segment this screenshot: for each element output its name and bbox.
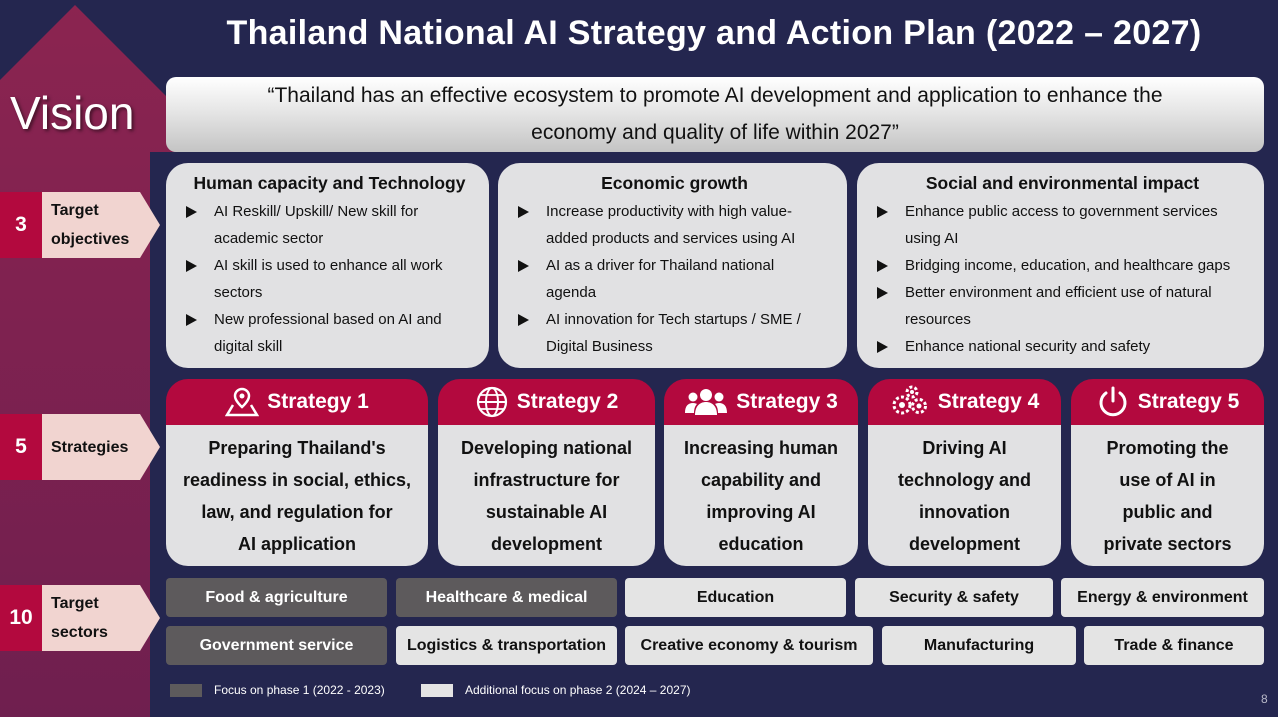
strategy-title: Strategy 5: [1137, 390, 1240, 413]
strategy-card-1: [166, 379, 428, 566]
legend-swatch-phase2: [421, 684, 453, 697]
objective-title: Economic growth: [601, 173, 748, 193]
strategy-line: Preparing Thailand's: [208, 437, 386, 458]
strategy-line: Promoting the: [1106, 437, 1229, 458]
strategy-description: [1071, 425, 1264, 566]
strategy-line: development: [908, 533, 1021, 554]
strategy-card-4: [868, 379, 1061, 566]
vision-line-1: “Thailand has an effective ecosystem to promote AI development and application to enhance the: [267, 84, 1163, 107]
strategy-line: education: [718, 533, 804, 554]
sector-government-service: Government service: [166, 626, 387, 665]
side-label-arrow: [140, 585, 160, 651]
objective-title: Human capacity and Technology: [193, 173, 466, 193]
globe-icon: [475, 385, 509, 419]
sector-food-agriculture: Food & agriculture: [166, 578, 387, 617]
strategy-line: Developing national: [460, 437, 633, 458]
strategy-card-2: [438, 379, 655, 566]
strategy-line: technology and: [897, 469, 1031, 490]
strategy-header: [664, 379, 858, 425]
objective-title: Social and environmental impact: [925, 173, 1200, 193]
objective-item: AI innovation for Tech startups / SME / Digital Business: [516, 306, 833, 360]
sector-education: Education: [625, 578, 846, 617]
strategy-title: Strategy 4: [937, 390, 1040, 413]
legend-swatch-phase1: [170, 684, 202, 697]
objective-item: AI as a driver for Thailand national agenda: [516, 252, 833, 306]
side-label-line: Target: [51, 595, 99, 612]
strategy-card-5: [1071, 379, 1264, 566]
strategy-description: [664, 425, 858, 566]
gears-icon: [890, 385, 930, 419]
sector-manufacturing: Manufacturing: [882, 626, 1076, 665]
strategy-description: [166, 425, 428, 566]
strategy-line: sustainable AI: [485, 501, 608, 522]
side-label-arrow: [140, 192, 160, 258]
vision-line-2: economy and quality of life within 2027”: [531, 121, 899, 144]
side-number: 5: [0, 414, 42, 480]
strategy-header: [1071, 379, 1264, 425]
sector-trade-finance: Trade & finance: [1084, 626, 1264, 665]
vision-label: Vision: [10, 87, 135, 139]
map-pin-icon: [225, 387, 259, 417]
strategy-header: [166, 379, 428, 425]
objective-list: [184, 198, 475, 360]
sector-security-safety: Security & safety: [855, 578, 1053, 617]
sector-healthcare-medical: Healthcare & medical: [396, 578, 617, 617]
side-number: 3: [0, 192, 42, 258]
strategy-line: use of AI in: [1119, 469, 1216, 490]
side-label-line: sectors: [51, 624, 108, 641]
strategy-description: [438, 425, 655, 566]
sector-logistics-transportation: Logistics & transportation: [396, 626, 617, 665]
objective-card-economic-growth: [498, 163, 847, 368]
strategy-line: Increasing human: [683, 437, 839, 458]
side-label-line: objectives: [51, 231, 130, 248]
strategy-line: infrastructure for: [473, 469, 620, 490]
strategy-line: Driving AI: [922, 437, 1007, 458]
strategy-line: public and: [1122, 501, 1213, 522]
strategy-title: Strategy 3: [736, 390, 838, 413]
strategy-line: readiness in social, ethics,: [182, 469, 412, 490]
side-label-text: [42, 585, 140, 651]
legend-phase2: Additional focus on phase 2 (2024 – 2027): [465, 683, 691, 697]
legend-phase1: Focus on phase 1 (2022 - 2023): [214, 683, 385, 697]
objective-item: Increase productivity with high value- added products and services using AI: [516, 198, 833, 252]
strategy-header: [868, 379, 1061, 425]
objective-item: Enhance national security and safety: [875, 333, 1250, 360]
objective-item: Enhance public access to government services using AI: [875, 198, 1250, 252]
strategy-title: Strategy 1: [267, 390, 369, 413]
page-number: 8: [1261, 692, 1268, 706]
strategy-line: improving AI: [706, 501, 816, 522]
objective-item: Better environment and efficient use of natural resources: [875, 279, 1250, 333]
strategy-line: AI application: [237, 533, 356, 554]
side-number: 10: [0, 585, 42, 651]
vision-statement: [166, 77, 1264, 152]
page-title: Thailand National AI Strategy and Action Plan (2022 – 2027): [226, 14, 1202, 52]
strategy-header: [438, 379, 655, 425]
strategy-line: law, and regulation for: [201, 501, 393, 522]
side-label-line: Strategies: [51, 438, 129, 456]
strategy-card-3: [664, 379, 858, 566]
strategy-description: [868, 425, 1061, 566]
power-icon: [1096, 385, 1130, 419]
people-icon: [684, 387, 728, 417]
strategy-line: capability and: [700, 469, 822, 490]
objective-card-social-environmental: [857, 163, 1264, 368]
side-label-text: [42, 414, 140, 480]
objective-item: AI skill is used to enhance all work sectors: [184, 252, 475, 306]
sector-energy-environment: Energy & environment: [1061, 578, 1264, 617]
objective-item: AI Reskill/ Upskill/ New skill for academic sector: [184, 198, 475, 252]
side-label-line: Target: [51, 202, 99, 219]
objective-card-human-capacity: [166, 163, 489, 368]
side-label-arrow: [140, 414, 160, 480]
objective-item: New professional based on AI and digital skill: [184, 306, 475, 360]
side-label-text: [42, 192, 140, 258]
objective-list: [875, 198, 1250, 360]
strategy-line: private sectors: [1103, 533, 1232, 554]
objective-item: Bridging income, education, and healthcare gaps: [875, 252, 1250, 279]
strategy-title: Strategy 2: [516, 390, 619, 413]
strategy-line: development: [490, 533, 603, 554]
strategy-line: innovation: [919, 501, 1010, 522]
sector-creative-economy-tourism: Creative economy & tourism: [625, 626, 873, 665]
objective-list: [516, 198, 833, 360]
